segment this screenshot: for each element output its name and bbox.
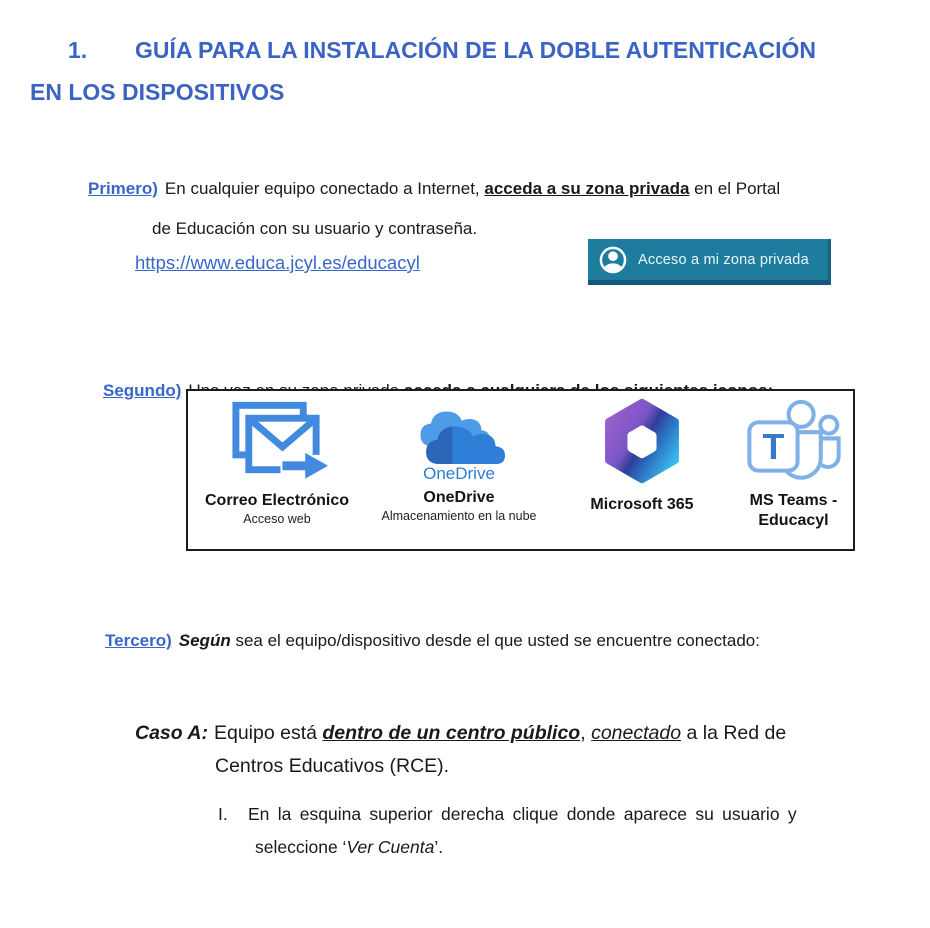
case-a-emphasis-1: dentro de un centro público — [322, 721, 581, 744]
zona-privada-link[interactable]: https://www.educa.jcyl.es/educacyl — [135, 252, 420, 273]
step-marker-segundo: Segundo) — [103, 381, 182, 400]
case-a-t2: , — [580, 721, 592, 744]
step-tercero — [105, 621, 905, 661]
icon-title: Correo Electrónico — [204, 492, 350, 509]
step1-emphasis: acceda a su zona privada — [484, 179, 690, 198]
case-a-emphasis-2: conectado — [591, 721, 682, 744]
step1-text-before: En cualquier equipo conectado a Internet, — [164, 179, 485, 198]
step-marker-primero: Primero) — [88, 179, 158, 198]
acceso-zona-privada-button[interactable] — [588, 239, 831, 285]
item1-italic: Ver Cuenta — [346, 836, 435, 857]
icon-title-line1: MS Teams - — [749, 492, 838, 509]
onedrive-icon — [411, 403, 507, 465]
case-a-t3: a la Red de — [681, 721, 787, 744]
step1-line2: de Educación con su usuario y contraseña. — [152, 219, 478, 238]
svg-text:T: T — [762, 426, 784, 467]
page-title — [30, 36, 890, 106]
tile-ms-teams[interactable] — [732, 391, 855, 549]
link-row — [135, 252, 420, 274]
case-a-label: Caso A: — [135, 721, 208, 744]
teams-icon — [744, 399, 844, 485]
heading-number: 1. — [68, 37, 88, 63]
step-primero — [88, 169, 930, 249]
icon-title: Microsoft 365 — [590, 496, 694, 513]
tile-onedrive[interactable] — [366, 391, 552, 549]
button-label: Acceso a mi zona privada — [638, 251, 809, 268]
email-icon — [225, 399, 329, 485]
item1-pre: seleccione ‘ — [255, 836, 347, 857]
item1-line1: En la esquina superior derecha clique donde aparece su usuario y — [248, 803, 797, 824]
case-a-t1: Equipo está — [213, 721, 323, 744]
case-a-line2: Centros Educativos (RCE). — [215, 754, 450, 777]
step1-text-after: en el Portal — [689, 179, 781, 198]
list-item-1 — [218, 798, 903, 864]
step-marker-tercero: Tercero) — [105, 631, 172, 650]
icon-subtitle: Almacenamiento en la nube — [381, 509, 537, 523]
icons-panel — [186, 389, 855, 551]
icon-title: OneDrive — [423, 489, 495, 506]
person-icon — [598, 245, 628, 275]
tile-microsoft-365[interactable] — [552, 391, 732, 549]
step3-emphasis: Según — [178, 631, 231, 650]
onedrive-brand-text: OneDrive — [423, 464, 495, 483]
tile-correo-electronico[interactable] — [188, 391, 366, 549]
case-a-paragraph — [135, 717, 930, 783]
heading-line1: GUÍA PARA LA INSTALACIÓN DE LA DOBLE AUTENTICACIÓN — [135, 37, 817, 63]
step3-text: sea el equipo/dispositivo desde el que usted se encuentre conectado: — [230, 631, 760, 650]
item1-post: ’. — [434, 836, 444, 857]
item-numeral: I. — [218, 803, 228, 824]
microsoft-365-icon — [598, 397, 686, 485]
heading-line2: EN LOS DISPOSITIVOS — [30, 79, 285, 105]
icon-title-line2: Educacyl — [758, 512, 829, 529]
icon-subtitle: Acceso web — [243, 512, 311, 526]
